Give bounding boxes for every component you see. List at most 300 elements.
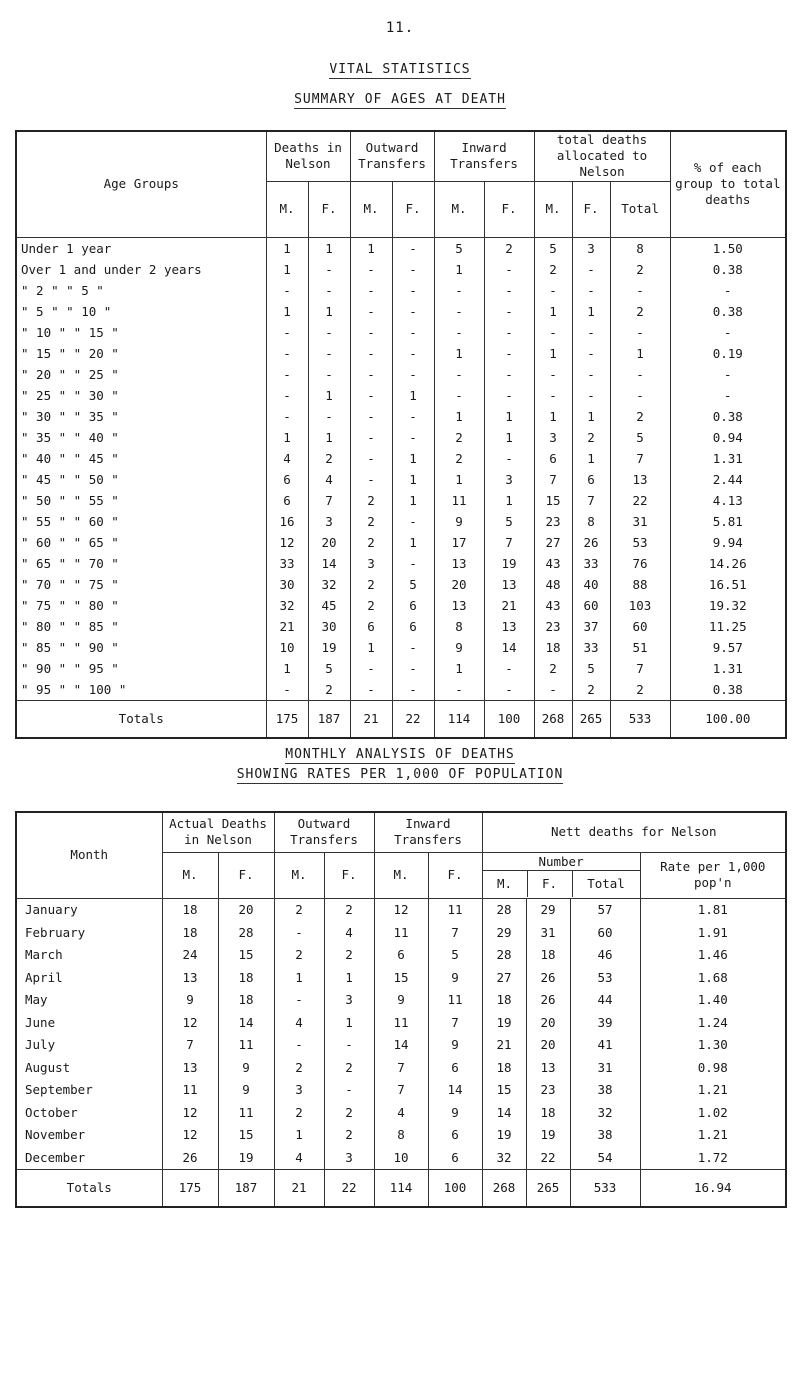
table-row xyxy=(16,237,786,259)
sub-header-f: F. xyxy=(392,181,434,237)
table-cell: 1 xyxy=(324,1011,374,1034)
total-deaths-header: total deaths allocated to Nelson xyxy=(534,131,670,181)
table-cell: 12 xyxy=(162,1124,218,1147)
sub-header-f: F. xyxy=(428,852,482,898)
table-cell: - xyxy=(350,427,392,448)
table-cell: 1.81 xyxy=(697,902,728,918)
table-cell: 7 xyxy=(572,490,610,511)
table-cell: 1 xyxy=(392,469,434,490)
age-group-label: " 35 " " 40 " xyxy=(16,427,266,448)
table-cell: 2 xyxy=(308,448,350,469)
table-cell: 15 xyxy=(218,1124,274,1147)
table-cell: - xyxy=(350,364,392,385)
totals-row xyxy=(16,1169,786,1207)
table-cell: - xyxy=(274,1034,324,1057)
table-cell: - xyxy=(724,366,732,382)
table-cell: - xyxy=(434,385,484,406)
table-cell: 1 xyxy=(572,406,610,427)
page-subtitle: SUMMARY OF AGES AT DEATH xyxy=(294,92,506,107)
table-cell: - xyxy=(534,679,572,701)
sub-header-total: Total xyxy=(610,181,670,237)
table-cell: 31 xyxy=(526,921,570,944)
table-cell: 23 xyxy=(534,511,572,532)
table-cell: - xyxy=(434,679,484,701)
table-cell: 0.38 xyxy=(712,303,743,319)
page-title: VITAL STATISTICS xyxy=(329,62,471,77)
table-cell: - xyxy=(724,387,732,403)
table-cell: - xyxy=(392,301,434,322)
table-row xyxy=(16,553,786,574)
sub-header-m: M. xyxy=(266,181,308,237)
table-cell: 1.02 xyxy=(697,1104,728,1120)
table-cell: 32 xyxy=(482,1146,526,1169)
table-cell: 3 xyxy=(324,1146,374,1169)
inward-transfers-header: Inward Transfers xyxy=(374,812,482,852)
table-cell: - xyxy=(534,322,572,343)
table-cell: - xyxy=(724,282,732,298)
month-label: January xyxy=(16,898,162,921)
table-cell: 18 xyxy=(218,989,274,1012)
number-header-group xyxy=(482,852,640,898)
monthly-subtitle: SHOWING RATES PER 1,000 OF POPULATION xyxy=(236,767,564,782)
table-cell: 1 xyxy=(308,385,350,406)
table-row xyxy=(16,490,786,511)
table-cell: 11 xyxy=(218,1101,274,1124)
table-row xyxy=(16,259,786,280)
table-cell: 3 xyxy=(534,427,572,448)
table-row xyxy=(16,574,786,595)
month-label: August xyxy=(16,1056,162,1079)
table-cell: - xyxy=(392,637,434,658)
table-cell: - xyxy=(324,1079,374,1102)
table-cell: 1 xyxy=(434,658,484,679)
table-row xyxy=(16,1124,786,1147)
total-cell: 100.00 xyxy=(670,700,786,738)
table-cell: 17 xyxy=(434,532,484,553)
table-cell: 1.21 xyxy=(697,1127,728,1143)
table-cell: 1.21 xyxy=(697,1082,728,1098)
table-cell: 13 xyxy=(434,553,484,574)
sub-header-m: M. xyxy=(162,852,218,898)
table-cell: - xyxy=(572,385,610,406)
table-row xyxy=(16,448,786,469)
table-row xyxy=(16,385,786,406)
table-cell: - xyxy=(350,658,392,679)
table-cell: - xyxy=(350,322,392,343)
table-cell: 1 xyxy=(308,237,350,259)
table-cell: 1 xyxy=(392,490,434,511)
table-cell: 28 xyxy=(482,898,526,921)
table-cell: 2 xyxy=(434,448,484,469)
table-cell: - xyxy=(484,322,534,343)
table-cell: 20 xyxy=(308,532,350,553)
table-cell: 2 xyxy=(572,427,610,448)
table-cell: 1 xyxy=(266,658,308,679)
table-cell: - xyxy=(392,511,434,532)
table-cell: 0.98 xyxy=(697,1059,728,1075)
table-cell: 2 xyxy=(308,679,350,701)
totals-label: Totals xyxy=(16,700,266,738)
total-cell: 22 xyxy=(392,700,434,738)
table-cell: 9.94 xyxy=(712,534,743,550)
table-cell: 21 xyxy=(482,1034,526,1057)
table-cell: - xyxy=(350,343,392,364)
table-cell: - xyxy=(484,259,534,280)
age-group-label: " 85 " " 90 " xyxy=(16,637,266,658)
table-cell: 2 xyxy=(350,490,392,511)
age-group-label: " 50 " " 55 " xyxy=(16,490,266,511)
table-cell: 1 xyxy=(484,427,534,448)
table-cell: 2 xyxy=(324,944,374,967)
table-cell: 0.94 xyxy=(712,429,743,445)
table-cell: 4 xyxy=(374,1101,428,1124)
total-cell: 100 xyxy=(428,1169,482,1207)
table-cell: - xyxy=(266,364,308,385)
age-group-label: " 70 " " 75 " xyxy=(16,574,266,595)
age-group-label: Over 1 and under 2 years xyxy=(16,259,266,280)
table-cell: 1 xyxy=(266,237,308,259)
month-label: April xyxy=(16,966,162,989)
table-cell: - xyxy=(434,364,484,385)
age-group-label: " 55 " " 60 " xyxy=(16,511,266,532)
table-cell: 28 xyxy=(482,944,526,967)
sub-header-m: M. xyxy=(274,852,324,898)
table-cell: 53 xyxy=(610,532,670,553)
table-cell: 2 xyxy=(534,658,572,679)
age-group-label: " 30 " " 35 " xyxy=(16,406,266,427)
table-cell: 48 xyxy=(534,574,572,595)
table-cell: 21 xyxy=(484,595,534,616)
table-cell: 1 xyxy=(434,469,484,490)
table-row xyxy=(16,944,786,967)
number-header: Number xyxy=(483,854,640,871)
table-row xyxy=(16,1056,786,1079)
table-row xyxy=(16,343,786,364)
table-cell: 5 xyxy=(572,658,610,679)
sub-header-m: M. xyxy=(483,871,528,897)
totals-row xyxy=(16,700,786,738)
table-cell: 8 xyxy=(374,1124,428,1147)
table-cell: 3 xyxy=(484,469,534,490)
table-cell: 21 xyxy=(266,616,308,637)
table-cell: 7 xyxy=(428,1011,482,1034)
table-cell: 45 xyxy=(308,595,350,616)
table-cell: 2 xyxy=(610,259,670,280)
table-cell: 15 xyxy=(218,944,274,967)
table-cell: 7 xyxy=(308,490,350,511)
table-cell: 5 xyxy=(428,944,482,967)
table-cell: 1 xyxy=(434,406,484,427)
total-cell: 268 xyxy=(482,1169,526,1207)
table-cell: 30 xyxy=(266,574,308,595)
table-cell: - xyxy=(266,280,308,301)
table-cell: 0.38 xyxy=(712,408,743,424)
table-cell: 1.31 xyxy=(712,660,743,676)
table-cell: - xyxy=(610,385,670,406)
total-cell: 533 xyxy=(570,1169,640,1207)
sub-header-m: M. xyxy=(534,181,572,237)
table-cell: 1 xyxy=(350,637,392,658)
table-cell: 88 xyxy=(610,574,670,595)
table-cell: 1 xyxy=(484,490,534,511)
table-cell: - xyxy=(392,322,434,343)
table-cell: 32 xyxy=(266,595,308,616)
table-cell: 32 xyxy=(570,1101,640,1124)
table-cell: 6 xyxy=(374,944,428,967)
table-cell: 14 xyxy=(428,1079,482,1102)
table-cell: 23 xyxy=(526,1079,570,1102)
table-cell: - xyxy=(610,322,670,343)
table-cell: 6 xyxy=(428,1146,482,1169)
table-cell: 4 xyxy=(324,921,374,944)
table-row xyxy=(16,322,786,343)
total-cell: 21 xyxy=(350,700,392,738)
total-cell: 187 xyxy=(308,700,350,738)
table-row xyxy=(16,989,786,1012)
table-cell: 1 xyxy=(274,1124,324,1147)
table-cell: - xyxy=(484,448,534,469)
table-cell: 26 xyxy=(162,1146,218,1169)
table-cell: 7 xyxy=(162,1034,218,1057)
table-cell: 2 xyxy=(572,679,610,701)
table-cell: 7 xyxy=(484,532,534,553)
table-cell: 0.19 xyxy=(712,345,743,361)
table-cell: - xyxy=(434,322,484,343)
table-cell: 9 xyxy=(218,1079,274,1102)
table-cell: 31 xyxy=(610,511,670,532)
table-cell: 1 xyxy=(534,301,572,322)
age-groups-header: Age Groups xyxy=(16,131,266,237)
table-cell: 1 xyxy=(534,406,572,427)
table-cell: 2 xyxy=(434,427,484,448)
table-cell: - xyxy=(484,385,534,406)
table-cell: 6 xyxy=(428,1124,482,1147)
table-cell: - xyxy=(274,989,324,1012)
age-group-label: " 10 " " 15 " xyxy=(16,322,266,343)
table-cell: 0.38 xyxy=(712,261,743,277)
table-cell: 39 xyxy=(570,1011,640,1034)
table-cell: 14 xyxy=(482,1101,526,1124)
table-cell: 4 xyxy=(266,448,308,469)
table-cell: 103 xyxy=(610,595,670,616)
table-cell: 12 xyxy=(266,532,308,553)
age-group-label: " 15 " " 20 " xyxy=(16,343,266,364)
table-cell: 12 xyxy=(162,1011,218,1034)
total-cell: 175 xyxy=(266,700,308,738)
table-cell: 1 xyxy=(610,343,670,364)
table-row xyxy=(16,469,786,490)
table-cell: 2 xyxy=(274,944,324,967)
table-row xyxy=(16,637,786,658)
table-cell: 18 xyxy=(162,898,218,921)
outward-transfers-header: Outward Transfers xyxy=(274,812,374,852)
table-row xyxy=(16,1101,786,1124)
total-cell: 16.94 xyxy=(640,1169,786,1207)
table-cell: 23 xyxy=(534,616,572,637)
table-row xyxy=(16,406,786,427)
table-cell: - xyxy=(308,322,350,343)
table-cell: - xyxy=(484,343,534,364)
table-cell: 0.38 xyxy=(712,681,743,697)
month-label: November xyxy=(16,1124,162,1147)
table-cell: 57 xyxy=(570,898,640,921)
table-cell: 29 xyxy=(526,898,570,921)
table-cell: 33 xyxy=(572,637,610,658)
total-cell: 114 xyxy=(374,1169,428,1207)
table-cell: 7 xyxy=(428,921,482,944)
table-cell: 27 xyxy=(482,966,526,989)
table-cell: - xyxy=(350,259,392,280)
table-cell: 11 xyxy=(428,989,482,1012)
table-cell: 31 xyxy=(570,1056,640,1079)
table-cell: 46 xyxy=(570,944,640,967)
sub-header-m: M. xyxy=(374,852,428,898)
table-cell: 27 xyxy=(534,532,572,553)
table-cell: 1 xyxy=(392,448,434,469)
age-group-label: " 2 " " 5 " xyxy=(16,280,266,301)
table-cell: 2 xyxy=(324,898,374,921)
table-row xyxy=(16,966,786,989)
total-cell: 268 xyxy=(534,700,572,738)
table-cell: - xyxy=(392,406,434,427)
table-cell: - xyxy=(572,343,610,364)
table-cell: 44 xyxy=(570,989,640,1012)
age-group-label: " 60 " " 65 " xyxy=(16,532,266,553)
table-cell: 1 xyxy=(266,259,308,280)
month-label: June xyxy=(16,1011,162,1034)
table-cell: - xyxy=(350,469,392,490)
table-cell: 1.46 xyxy=(697,947,728,963)
table-cell: 11.25 xyxy=(708,618,747,634)
sub-header-f: F. xyxy=(572,181,610,237)
table-cell: 29 xyxy=(482,921,526,944)
table-cell: 6 xyxy=(392,616,434,637)
table-cell: 6 xyxy=(266,469,308,490)
table-cell: 11 xyxy=(428,898,482,921)
table-cell: 5.81 xyxy=(712,513,743,529)
table-cell: 26 xyxy=(572,532,610,553)
table-cell: 14 xyxy=(218,1011,274,1034)
table-row xyxy=(16,679,786,701)
table-cell: - xyxy=(610,364,670,385)
table-cell: - xyxy=(392,237,434,259)
month-label: March xyxy=(16,944,162,967)
table-cell: 1 xyxy=(484,406,534,427)
totals-label: Totals xyxy=(16,1169,162,1207)
table-cell: 13 xyxy=(434,595,484,616)
month-label: September xyxy=(16,1079,162,1102)
table-cell: 1.72 xyxy=(697,1149,728,1165)
outward-transfers-header: Outward Transfers xyxy=(350,131,434,181)
table-row xyxy=(16,532,786,553)
table-cell: - xyxy=(350,385,392,406)
table-cell: 1 xyxy=(572,301,610,322)
age-group-label: " 40 " " 45 " xyxy=(16,448,266,469)
table-cell: 7 xyxy=(610,658,670,679)
table-cell: 2 xyxy=(274,1101,324,1124)
table-cell: 15 xyxy=(534,490,572,511)
table-cell: 1 xyxy=(266,301,308,322)
table-cell: 33 xyxy=(266,553,308,574)
table-row xyxy=(16,1034,786,1057)
table-cell: 5 xyxy=(308,658,350,679)
table-cell: 2.44 xyxy=(712,471,743,487)
month-label: May xyxy=(16,989,162,1012)
table-cell: 18 xyxy=(218,966,274,989)
table-cell: 4 xyxy=(274,1011,324,1034)
table-cell: 1 xyxy=(572,448,610,469)
table-cell: - xyxy=(392,679,434,701)
sub-header-f: F. xyxy=(324,852,374,898)
table-cell: 30 xyxy=(308,616,350,637)
table-cell: 1.40 xyxy=(697,992,728,1008)
table-cell: 13 xyxy=(162,966,218,989)
total-cell: 187 xyxy=(218,1169,274,1207)
table-cell: 6 xyxy=(266,490,308,511)
table-cell: - xyxy=(266,679,308,701)
table-cell: 37 xyxy=(572,616,610,637)
sub-header-m: M. xyxy=(350,181,392,237)
table-cell: 2 xyxy=(324,1101,374,1124)
table-cell: - xyxy=(724,324,732,340)
age-group-label: " 65 " " 70 " xyxy=(16,553,266,574)
age-group-label: " 75 " " 80 " xyxy=(16,595,266,616)
table-row xyxy=(16,616,786,637)
table-cell: 3 xyxy=(350,553,392,574)
table-cell: 1 xyxy=(434,343,484,364)
table-cell: 16.51 xyxy=(708,576,747,592)
table-row xyxy=(16,427,786,448)
month-label: October xyxy=(16,1101,162,1124)
table-cell: 1.50 xyxy=(712,240,743,256)
monthly-analysis-table xyxy=(15,811,787,1208)
table-cell: 2 xyxy=(610,301,670,322)
table-cell: 13 xyxy=(484,574,534,595)
table-cell: 9 xyxy=(434,511,484,532)
table-cell: 1.24 xyxy=(697,1014,728,1030)
table-cell: - xyxy=(572,259,610,280)
table-cell: 2 xyxy=(350,532,392,553)
table-row xyxy=(16,511,786,532)
age-summary-table xyxy=(15,130,787,739)
table-cell: 2 xyxy=(324,1124,374,1147)
age-group-label: " 20 " " 25 " xyxy=(16,364,266,385)
total-cell: 22 xyxy=(324,1169,374,1207)
table-cell: - xyxy=(350,301,392,322)
total-cell: 100 xyxy=(484,700,534,738)
table-cell: 8 xyxy=(434,616,484,637)
deaths-in-nelson-header: Deaths in Nelson xyxy=(266,131,350,181)
table-cell: 1 xyxy=(324,966,374,989)
table-cell: - xyxy=(392,280,434,301)
table-cell: - xyxy=(392,553,434,574)
table-cell: 26 xyxy=(526,966,570,989)
table-cell: - xyxy=(572,322,610,343)
table-cell: - xyxy=(534,385,572,406)
table-cell: 5 xyxy=(534,237,572,259)
table-cell: 20 xyxy=(526,1011,570,1034)
table-cell: - xyxy=(324,1034,374,1057)
month-label: February xyxy=(16,921,162,944)
age-group-label: " 80 " " 85 " xyxy=(16,616,266,637)
table-cell: - xyxy=(266,343,308,364)
table-cell: 11 xyxy=(434,490,484,511)
table-cell: - xyxy=(266,385,308,406)
table-cell: 4 xyxy=(308,469,350,490)
table-cell: 6 xyxy=(572,469,610,490)
table-cell: - xyxy=(350,280,392,301)
table-cell: - xyxy=(484,364,534,385)
